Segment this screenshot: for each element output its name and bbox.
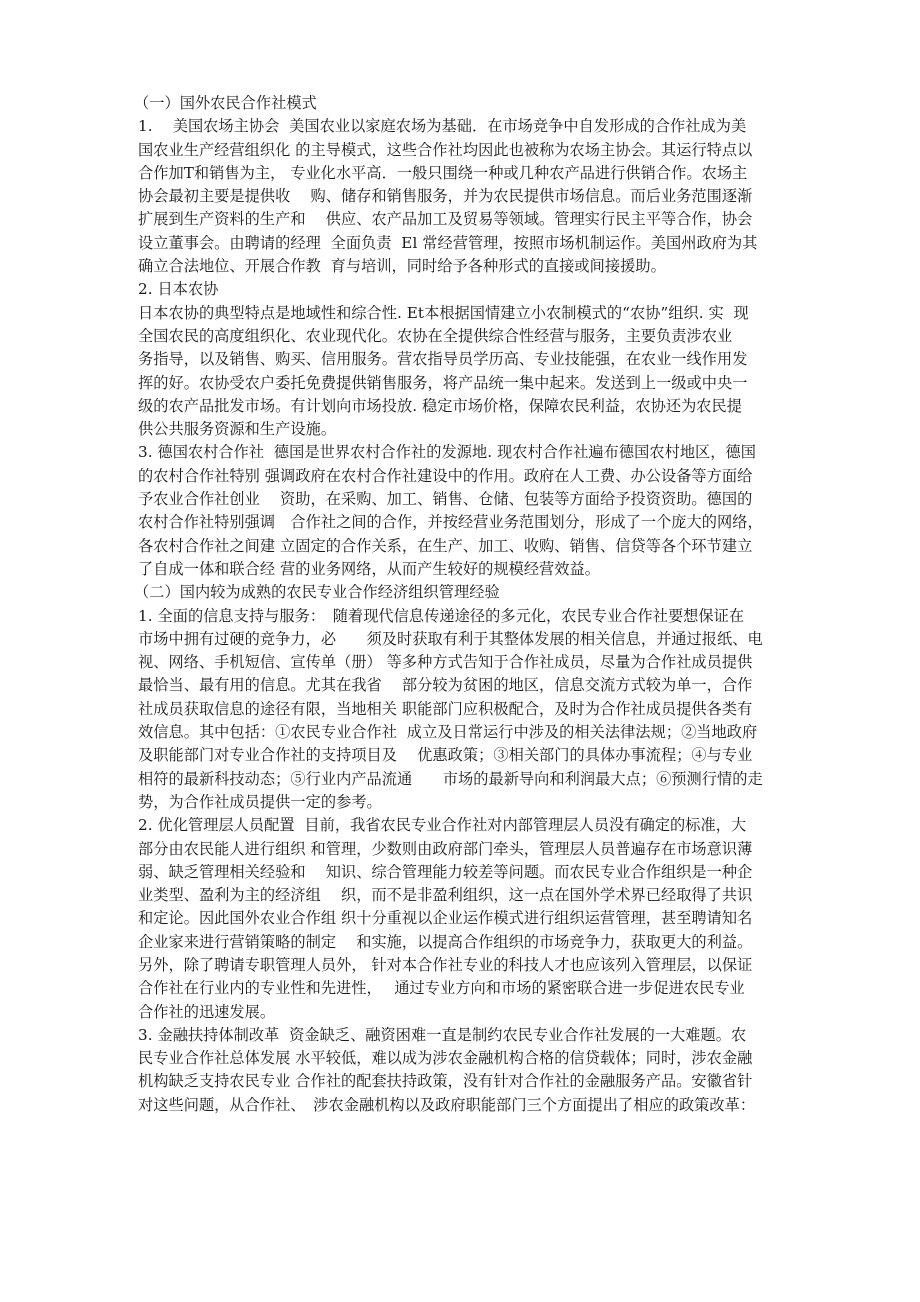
- paragraph-line: 农村合作社特别强调 合作社之间的合作，并按经营业务范围划分，形成了一个庞大的网络，: [138, 513, 763, 532]
- paragraph-line: 挥的好。农协受农户委托免费提供销售服务，将产品统一集中起来。发送到上一级或中央一: [138, 373, 748, 392]
- paragraph-line: 和定论。因此国外农业合作组 织十分重视以企业运作模式进行组织运营管理，甚至聘请知名: [138, 909, 753, 928]
- subheading-japan-coop: 2. 日本农协: [138, 280, 219, 299]
- section-heading-domestic-experience: （二）国内较为成熟的农民专业合作经济组织管理经验: [134, 583, 500, 602]
- paragraph-line: 协会最初主要是提供收 购、储存和销售服务，并为农民提供市场信息。而后业务范围逐渐: [138, 187, 753, 206]
- paragraph-line: 弱、缺乏管理相关经验和 知识、综合管理能力较差等问题。而农民专业合作组织是一种企: [138, 862, 753, 881]
- paragraph-line: 市场中拥有过硬的竞争力，必 须及时获取有利于其整体发展的相关信息，并通过报纸、电: [138, 629, 763, 648]
- paragraph-line: 机构缺乏支持农民专业 合作社的配套扶持政策，没有针对合作社的金融服务产品。安徽省针: [138, 1072, 753, 1091]
- paragraph-line: 合作社的迅速发展。: [138, 1002, 276, 1021]
- document-page: [134, 92, 803, 1117]
- paragraph-line: 级的农产品批发市场。有计划向市场投放. 稳定市场价格，保障农民利益，农协还为农民提: [138, 396, 743, 415]
- paragraph-line: 合作社在行业内的专业性和先进性， 通过专业方向和市场的紧密联合进一步促进农民专业: [138, 979, 745, 998]
- paragraph-line: 国农业生产经营组织化 的主导模式，这些合作社均因此也被称为农场主协会。其运行特点以: [138, 140, 753, 159]
- paragraph-line: 企业家来进行营销策略的制定 和实施，以提高合作组织的市场竞争力，获取更大的利益。: [138, 932, 753, 951]
- paragraph-line: 另外，除了聘请专职管理人员外， 针对本合作社专业的科技人才也应该列入管理层，以保证: [138, 955, 753, 974]
- paragraph-line: 视、网络、手机短信、宣传单（册） 等多种方式告知于合作社成员，尽量为合作社成员提供: [138, 653, 753, 672]
- paragraph-line: 社成员获取信息的途径有限，当地相关 职能部门应积极配合，及时为合作社成员提供各类有: [138, 699, 753, 718]
- paragraph-line: 各农村合作社之间建 立固定的合作关系，在生产、加工、收购、销售、信贷等各个环节建立: [138, 536, 753, 555]
- paragraph-line: 务指导，以及销售、购买、信用服务。营农指导员学历高、专业技能强，在农业一线作用发: [138, 350, 748, 369]
- paragraph-line: 了自成一体和联合经 营的业务网络，从而产生较好的规模经营效益。: [138, 559, 601, 578]
- paragraph-line: 的农村合作社特别 强调政府在农村合作社建设中的作用。政府在人工费、办公设备等方面给: [138, 466, 753, 485]
- paragraph-line: 业类型、盈利为主的经济组 织，而不是非盈利组织，这一点在国外学术界已经取得了共识: [138, 886, 753, 905]
- paragraph-line: 扩展到生产资料的生产和 供应、农产品加工及贸易等领域。管理实行民主平等合作，协会: [138, 210, 753, 229]
- paragraph-line: 1. 全面的信息支持与服务： 随着现代信息传递途径的多元化，农民专业合作社要想保证在: [138, 606, 745, 625]
- paragraph-line: 相符的最新科技动态；⑤行业内产品流通 市场的最新导向和利润最大点；⑥预测行情的走: [138, 769, 763, 788]
- paragraph-line: 民专业合作社总体发展 水平较低，难以成为涉农金融机构合格的信贷载体；同时，涉农金融: [138, 1049, 753, 1068]
- paragraph-line: 最恰当、最有用的信息。尤其在我省 部分较为贫困的地区，信息交流方式较为单一，合作: [138, 676, 753, 695]
- paragraph-line: 对这些问题，从合作社、 涉农金融机构以及政府职能部门三个方面提出了相应的政策改革：: [138, 1095, 756, 1114]
- paragraph-line: 确立合法地位、开展合作教 育与培训，同时给予各种形式的直接或间接援助。: [138, 257, 666, 276]
- paragraph-line: 势，为合作社成员提供一定的参考。: [138, 792, 382, 811]
- section-heading-foreign-models: （一）国外农民合作社模式: [134, 94, 317, 112]
- paragraph-line: 全国农民的高度组织化、农业现代化。农协在全提供综合性经营与服务，主要负责涉农业: [138, 326, 733, 345]
- paragraph-line: 1. 美国农场主协会 美国农业以家庭农场为基础．在市场竞争中自发形成的合作社成为美: [138, 117, 747, 136]
- paragraph-line: 设立董事会。由聘请的经理 全面负责 El 常经营管理，按照市场机制运作。美国州政府为其: [138, 233, 758, 252]
- paragraph-line: 及职能部门对专业合作社的支持项目及 优惠政策；③相关部门的具体办事流程；④与专业: [138, 746, 753, 765]
- paragraph-line: 予农业合作社创业 资助，在采购、加工、销售、仓储、包装等方面给予投资资助。德国的: [138, 490, 753, 509]
- paragraph-line: 部分由农民能人进行组织 和管理，少数则由政府部门牵头，管理层人员普遍存在市场意识薄: [138, 839, 753, 858]
- paragraph-line: 供公共服务资源和生产设施。: [138, 420, 337, 439]
- paragraph-line: 2. 优化管理层人员配置 目前，我省农民专业合作社对内部管理层人员没有确定的标准，大: [138, 816, 747, 835]
- paragraph-line: 3. 金融扶持体制改革 资金缺乏、融资困难一直是制约农民专业合作社发展的一大难题。农: [138, 1025, 747, 1044]
- paragraph-line: 日本农协的典型特点是地域性和综合性. Et本根据国情建立小农制模式的“农协”组织. 实 现: [138, 303, 749, 322]
- paragraph-line: 3. 德国农村合作社 德国是世界农村合作社的发源地. 现农村合作社遍布德国农村地区，德国: [138, 443, 757, 462]
- paragraph-line: 效信息。其中包括：①农民专业合作社 成立及日常运行中涉及的相关法律法规；②当地政府: [138, 723, 758, 742]
- paragraph-line: 合作加T和销售为主， 专业化水平高．一般只围绕一种或几种农产品进行供销合作。农场主: [138, 163, 748, 182]
